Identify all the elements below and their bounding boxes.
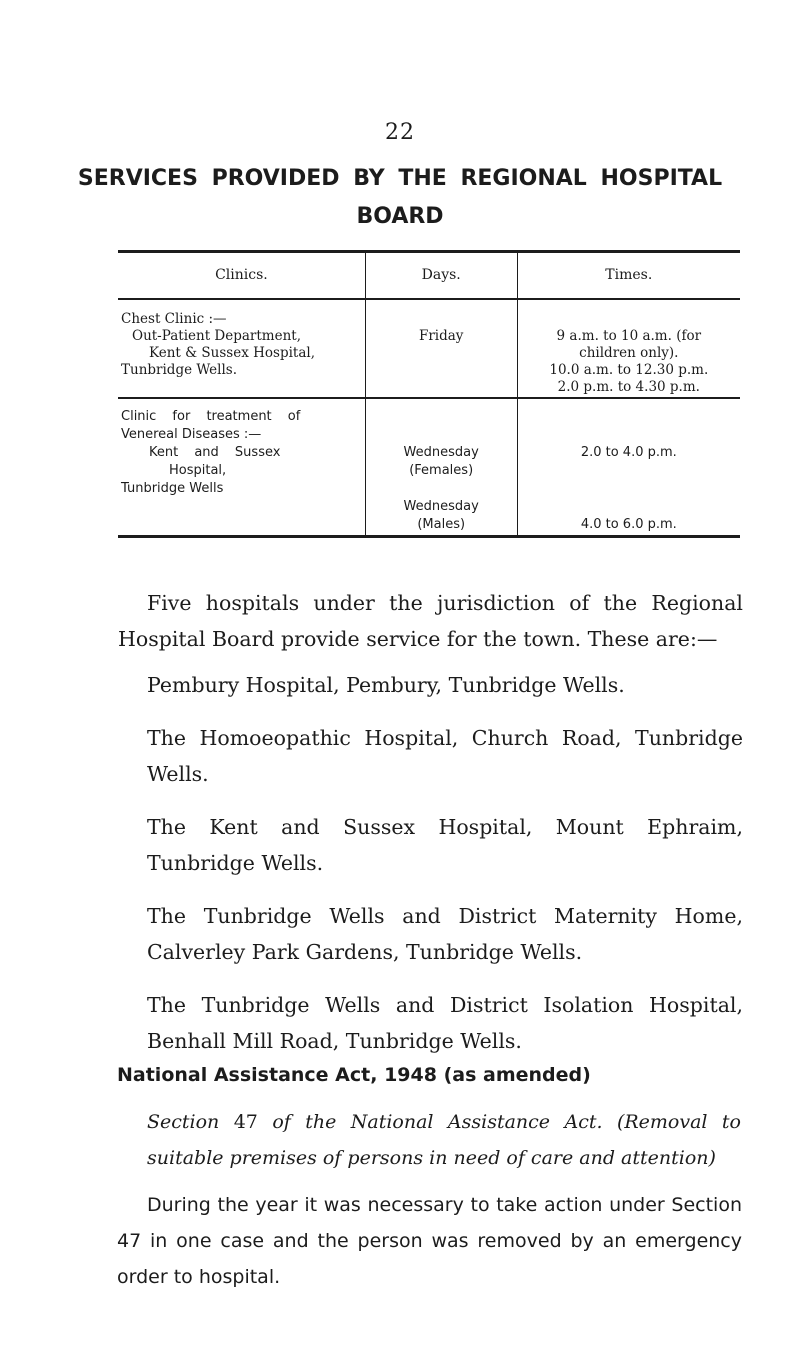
title-line-1: SERVICES PROVIDED BY THE REGIONAL HOSPITAL bbox=[77, 166, 723, 191]
act-heading: National Assistance Act, 1948 (as amended) bbox=[117, 1064, 591, 1086]
chest-clinic-dept: Out-Patient Department, bbox=[132, 328, 302, 344]
section-text: of the National Assistance Act. bbox=[272, 1111, 603, 1133]
hospital-item-5: The Tunbridge Wells and District Isolation Hospital, Benhall Mill Road, Tunbridge Wells. bbox=[147, 993, 743, 1053]
table-row-venereal-clinic bbox=[118, 398, 740, 537]
action-paragraph bbox=[117, 1187, 742, 1295]
venereal-time-1: 2.0 to 4.0 p.m. bbox=[580, 445, 677, 460]
venereal-clinic-name: Clinic for treatment of bbox=[121, 409, 301, 424]
page-title bbox=[0, 160, 800, 236]
hospital-item-2: The Homoeopathic Hospital, Church Road, Tunbridge Wells. bbox=[147, 726, 743, 786]
venereal-clinic-times-cell bbox=[517, 398, 740, 537]
intro-text: Five hospitals under the jurisdiction of the Regional Hospital Board provide service for the town. These are:— bbox=[118, 591, 743, 651]
venereal-day-1: Wednesday bbox=[403, 445, 479, 460]
chest-clinic-times-cell bbox=[517, 299, 740, 398]
intro-paragraph bbox=[118, 585, 743, 657]
venereal-day-2-note: (Males) bbox=[417, 517, 466, 532]
header-clinics: Clinics. bbox=[215, 267, 268, 283]
chest-clinic-name: Chest Clinic :— bbox=[121, 311, 227, 327]
venereal-day-2: Wednesday bbox=[403, 499, 479, 514]
hospital-item-4: The Tunbridge Wells and District Maternity Home, Calverley Park Gardens, Tunbridge Wells. bbox=[147, 904, 743, 964]
chest-clinic-cell bbox=[118, 299, 365, 398]
section-paragraph bbox=[147, 1104, 741, 1176]
venereal-clinic-hospital-1: Kent and Sussex bbox=[149, 445, 281, 460]
hospital-item-1: Pembury Hospital, Pembury, Tunbridge Wells. bbox=[147, 673, 625, 697]
venereal-clinic-hospital-2: Hospital, bbox=[169, 463, 227, 478]
chest-clinic-town: Tunbridge Wells. bbox=[121, 362, 237, 378]
venereal-clinic-town: Tunbridge Wells bbox=[121, 481, 224, 496]
chest-clinic-days-cell bbox=[365, 299, 517, 398]
venereal-day-1-note: (Females) bbox=[409, 463, 474, 478]
hospital-item-3: The Kent and Sussex Hospital, Mount Ephraim, Tunbridge Wells. bbox=[147, 815, 743, 875]
chest-clinic-time-1: 9 a.m. to 10 a.m. (for bbox=[556, 328, 702, 344]
table-row-chest-clinic bbox=[118, 299, 740, 398]
chest-clinic-time-2: children only). bbox=[579, 345, 679, 361]
venereal-clinic-days-cell bbox=[365, 398, 517, 537]
section-note: (Removal to suitable premises of persons in need of care and attention) bbox=[147, 1111, 741, 1169]
venereal-time-2: 4.0 to 6.0 p.m. bbox=[580, 517, 677, 532]
section-number: 47 bbox=[233, 1111, 258, 1133]
venereal-clinic-name-2: Venereal Diseases :— bbox=[121, 427, 262, 442]
section-label: Section bbox=[147, 1111, 220, 1133]
page-number: 22 bbox=[385, 120, 415, 145]
header-days: Days. bbox=[365, 252, 517, 300]
clinic-schedule-table bbox=[118, 250, 740, 538]
venereal-clinic-cell bbox=[118, 398, 365, 537]
title-line-2: BOARD bbox=[356, 204, 444, 229]
chest-clinic-day: Friday bbox=[418, 328, 464, 344]
action-text: During the year it was necessary to take action under Section 47 in one case and the person was removed by an emergency order to hospital. bbox=[117, 1194, 742, 1288]
chest-clinic-hospital: Kent & Sussex Hospital, bbox=[149, 345, 315, 361]
chest-clinic-time-4: 2.0 p.m. to 4.30 p.m. bbox=[557, 379, 700, 395]
table-header-row bbox=[118, 252, 740, 300]
header-times: Times. bbox=[517, 252, 740, 300]
chest-clinic-time-3: 10.0 a.m. to 12.30 p.m. bbox=[549, 362, 709, 378]
